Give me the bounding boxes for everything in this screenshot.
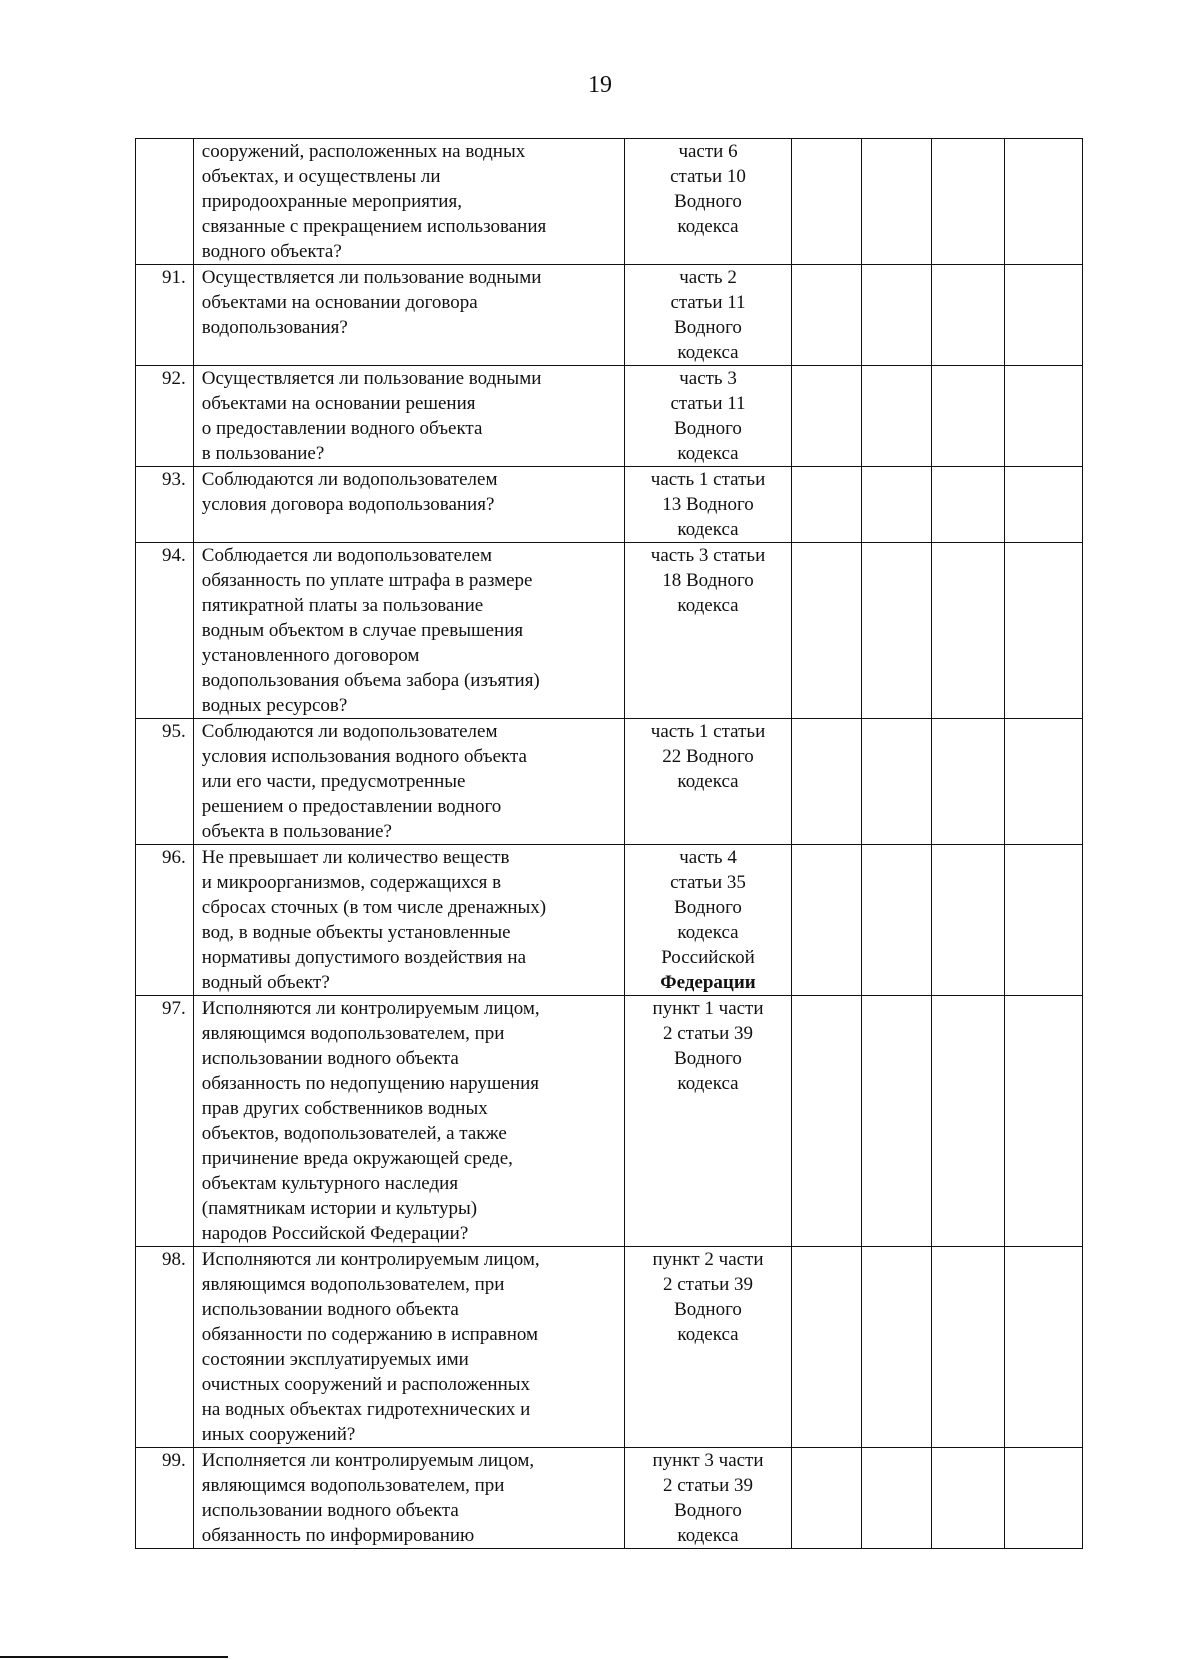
reference-line: Водного — [674, 1048, 742, 1069]
question-line: водным объектом в случае превышения — [201, 620, 524, 641]
answer-cell-not-applicable[interactable] — [932, 996, 1004, 1247]
reference-line: 22 Водного — [662, 746, 754, 767]
answer-cell-yes[interactable] — [792, 139, 862, 265]
answer-cell-no[interactable] — [862, 366, 932, 467]
reference-cell — [624, 139, 791, 265]
table-row — [136, 467, 1083, 543]
row-number: 99. — [136, 1448, 194, 1549]
reference-line: статьи 10 — [670, 166, 746, 187]
reference-cell — [624, 366, 791, 467]
answer-cell-not-applicable[interactable] — [932, 139, 1004, 265]
question-line: (памятникам истории и культуры) — [201, 1198, 478, 1219]
reference-line: статьи 35 — [670, 872, 746, 893]
table-row — [136, 543, 1083, 719]
reference-line: 2 статьи 39 — [663, 1475, 754, 1496]
question-cell — [193, 139, 624, 265]
table-row — [136, 719, 1083, 845]
question-cell — [193, 845, 624, 996]
row-number: 98. — [136, 1247, 194, 1448]
reference-line: часть 1 статьи — [650, 469, 766, 490]
answer-cell-yes[interactable] — [792, 1448, 862, 1549]
reference-line: пункт 3 части — [652, 1450, 764, 1471]
row-number: 95. — [136, 719, 194, 845]
question-cell — [193, 543, 624, 719]
question-cell — [193, 467, 624, 543]
question-line: вод, в водные объекты установленные — [201, 922, 511, 943]
question-cell — [193, 265, 624, 366]
reference-line: Водного — [674, 1299, 742, 1320]
reference-line: кодекса — [677, 342, 739, 363]
question-line: о предоставлении водного объекта — [201, 418, 483, 439]
answer-cell-yes[interactable] — [792, 719, 862, 845]
checklist-table — [135, 138, 1083, 1549]
question-line: водного объекта? — [201, 241, 342, 262]
answer-cell-note[interactable] — [1004, 845, 1082, 996]
question-line: являющимся водопользователем, при — [201, 1274, 505, 1295]
answer-cell-no[interactable] — [862, 1448, 932, 1549]
question-line: использовании водного объекта — [201, 1299, 459, 1320]
reference-line: 18 Водного — [662, 570, 754, 591]
question-line: Не превышает ли количество веществ — [201, 847, 510, 868]
reference-line: части 6 — [678, 141, 738, 162]
question-line: объектами на основании решения — [201, 393, 476, 414]
question-cell — [193, 366, 624, 467]
reference-line: статьи 11 — [670, 393, 746, 414]
question-cell — [193, 1247, 624, 1448]
reference-line: кодекса — [677, 1525, 739, 1546]
question-line: обязанность по информированию — [201, 1525, 475, 1546]
answer-cell-not-applicable[interactable] — [932, 719, 1004, 845]
reference-line: 2 статьи 39 — [663, 1274, 754, 1295]
question-line: использовании водного объекта — [201, 1500, 459, 1521]
question-line: связанные с прекращением использования — [201, 216, 547, 237]
table-row — [136, 845, 1083, 996]
answer-cell-no[interactable] — [862, 719, 932, 845]
answer-cell-yes[interactable] — [792, 265, 862, 366]
reference-cell — [624, 1448, 791, 1549]
question-line: природоохранные мероприятия, — [201, 191, 462, 212]
question-line: сбросах сточных (в том числе дренажных) — [201, 897, 547, 918]
reference-line: часть 3 статьи — [650, 545, 766, 566]
reference-line: кодекса — [677, 443, 739, 464]
answer-cell-no[interactable] — [862, 265, 932, 366]
question-line: установленного договором — [201, 645, 420, 666]
reference-cell — [624, 265, 791, 366]
reference-cell — [624, 996, 791, 1247]
reference-cell — [624, 467, 791, 543]
question-cell — [193, 719, 624, 845]
answer-cell-no[interactable] — [862, 543, 932, 719]
question-line: объектах, и осуществлены ли — [201, 166, 441, 187]
reference-line: кодекса — [677, 1073, 739, 1094]
table-row — [136, 1448, 1083, 1549]
question-line: Соблюдаются ли водопользователем — [201, 721, 498, 742]
answer-cell-not-applicable[interactable] — [932, 1448, 1004, 1549]
answer-cell-no[interactable] — [862, 1247, 932, 1448]
answer-cell-note[interactable] — [1004, 467, 1082, 543]
reference-line: 2 статьи 39 — [663, 1023, 754, 1044]
answer-cell-note[interactable] — [1004, 996, 1082, 1247]
table-row — [136, 996, 1083, 1247]
question-line: являющимся водопользователем, при — [201, 1023, 505, 1044]
reference-line: Водного — [674, 191, 742, 212]
question-line: обязанность по недопущению нарушения — [201, 1073, 540, 1094]
reference-line: пункт 1 части — [652, 998, 764, 1019]
question-line: Исполняются ли контролируемым лицом, — [201, 1249, 540, 1270]
question-line: водопользования? — [201, 317, 348, 338]
question-line: объекта в пользование? — [201, 821, 392, 842]
answer-cell-no[interactable] — [862, 467, 932, 543]
row-number: 96. — [136, 845, 194, 996]
reference-line: пункт 2 части — [652, 1249, 764, 1270]
question-line: водный объект? — [201, 972, 330, 993]
reference-line: часть 2 — [679, 267, 737, 288]
answer-cell-not-applicable[interactable] — [932, 467, 1004, 543]
reference-line: 13 Водного — [662, 494, 754, 515]
reference-cell — [624, 845, 791, 996]
question-line: причинение вреда окружающей среде, — [201, 1148, 513, 1169]
reference-line: статьи 11 — [670, 292, 746, 313]
reference-line: Водного — [674, 418, 742, 439]
table-row — [136, 1247, 1083, 1448]
answer-cell-not-applicable[interactable] — [932, 1247, 1004, 1448]
reference-cell — [624, 719, 791, 845]
answer-cell-yes[interactable] — [792, 845, 862, 996]
answer-cell-yes[interactable] — [792, 996, 862, 1247]
question-line: очистных сооружений и расположенных — [201, 1374, 531, 1395]
table-row — [136, 265, 1083, 366]
question-line: и микроорганизмов, содержащихся в — [201, 872, 502, 893]
question-line: водопользования объема забора (изъятия) — [201, 670, 540, 691]
answer-cell-not-applicable[interactable] — [932, 366, 1004, 467]
question-line: условия использования водного объекта — [201, 746, 527, 767]
question-line: в пользование? — [201, 443, 325, 464]
question-line: Осуществляется ли пользование водными — [201, 368, 542, 389]
reference-cell — [624, 543, 791, 719]
reference-line: Федерации — [660, 972, 756, 993]
answer-cell-not-applicable[interactable] — [932, 845, 1004, 996]
question-line: водных ресурсов? — [201, 695, 348, 716]
question-line: нормативы допустимого воздействия на — [201, 947, 527, 968]
answer-cell-not-applicable[interactable] — [932, 265, 1004, 366]
answer-cell-note[interactable] — [1004, 1448, 1082, 1549]
answer-cell-yes[interactable] — [792, 1247, 862, 1448]
table-row — [136, 366, 1083, 467]
reference-line: кодекса — [677, 519, 739, 540]
question-line: пятикратной платы за пользование — [201, 595, 484, 616]
reference-line: Водного — [674, 897, 742, 918]
row-number: 91. — [136, 265, 194, 366]
answer-cell-no[interactable] — [862, 139, 932, 265]
reference-line: кодекса — [677, 595, 739, 616]
question-line: обязанность по уплате штрафа в размере — [201, 570, 533, 591]
answer-cell-no[interactable] — [862, 845, 932, 996]
question-line: являющимся водопользователем, при — [201, 1475, 505, 1496]
reference-line: кодекса — [677, 1324, 739, 1345]
answer-cell-note[interactable] — [1004, 719, 1082, 845]
reference-line: часть 4 — [679, 847, 737, 868]
row-number: 92. — [136, 366, 194, 467]
question-line: условия договора водопользования? — [201, 494, 495, 515]
reference-line: кодекса — [677, 771, 739, 792]
question-line: Соблюдаются ли водопользователем — [201, 469, 498, 490]
question-line: объектам культурного наследия — [201, 1173, 459, 1194]
footnote-divider — [0, 1656, 228, 1658]
table-row — [136, 139, 1083, 265]
row-number: 97. — [136, 996, 194, 1247]
question-cell — [193, 996, 624, 1247]
answer-cell-yes[interactable] — [792, 543, 862, 719]
answer-cell-yes[interactable] — [792, 467, 862, 543]
question-line: объектами на основании договора — [201, 292, 478, 313]
reference-line: Водного — [674, 1500, 742, 1521]
question-line: или его части, предусмотренные — [201, 771, 466, 792]
question-line: Исполняется ли контролируемым лицом, — [201, 1450, 535, 1471]
reference-line: кодекса — [677, 216, 739, 237]
row-number: 93. — [136, 467, 194, 543]
reference-line: Российской — [661, 947, 755, 968]
question-cell — [193, 1448, 624, 1549]
question-line: иных сооружений? — [201, 1424, 356, 1445]
question-line: Исполняются ли контролируемым лицом, — [201, 998, 540, 1019]
question-line: сооружений, расположенных на водных — [201, 141, 526, 162]
question-line: на водных объектах гидротехнических и — [201, 1399, 531, 1420]
question-line: состоянии эксплуатируемых ими — [201, 1349, 469, 1370]
page-number: 19 — [588, 72, 612, 98]
answer-cell-note[interactable] — [1004, 366, 1082, 467]
reference-line: Водного — [674, 317, 742, 338]
question-line: Соблюдается ли водопользователем — [201, 545, 492, 566]
question-line: решением о предоставлении водного — [201, 796, 502, 817]
answer-cell-yes[interactable] — [792, 366, 862, 467]
reference-line: кодекса — [677, 922, 739, 943]
reference-cell — [624, 1247, 791, 1448]
question-line: прав других собственников водных — [201, 1098, 488, 1119]
question-line: обязанности по содержанию в исправном — [201, 1324, 539, 1345]
answer-cell-not-applicable[interactable] — [932, 543, 1004, 719]
answer-cell-note[interactable] — [1004, 139, 1082, 265]
answer-cell-note[interactable] — [1004, 543, 1082, 719]
row-number — [136, 139, 194, 265]
row-number: 94. — [136, 543, 194, 719]
answer-cell-no[interactable] — [862, 996, 932, 1247]
reference-line: часть 3 — [679, 368, 737, 389]
reference-line: часть 1 статьи — [650, 721, 766, 742]
answer-cell-note[interactable] — [1004, 265, 1082, 366]
question-line: объектов, водопользователей, а также — [201, 1123, 507, 1144]
question-line: Осуществляется ли пользование водными — [201, 267, 542, 288]
question-line: использовании водного объекта — [201, 1048, 459, 1069]
answer-cell-note[interactable] — [1004, 1247, 1082, 1448]
question-line: народов Российской Федерации? — [201, 1223, 469, 1244]
